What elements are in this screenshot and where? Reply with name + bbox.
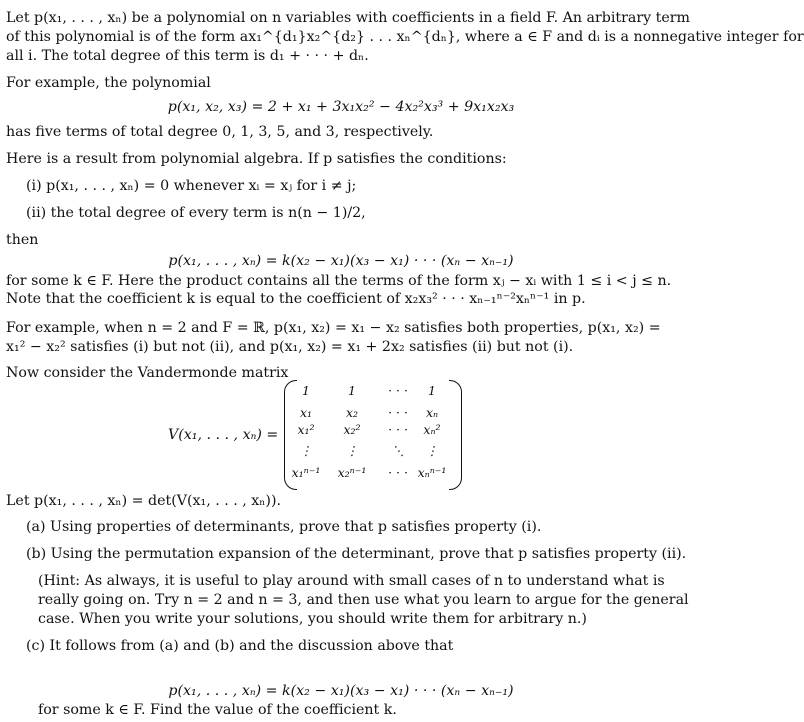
matrix-cell: x₂ [345,405,359,420]
condition-ii: (ii) the total degree of every term is n(n − 1)/2, [26,205,366,221]
part-b: (b) Using the permutation expansion of the determinant, prove that p satisfies property (ii). [26,546,687,562]
matrix-cell: 1 [348,383,356,398]
right-paren [449,380,462,490]
matrix-cell: · · · [388,383,408,398]
for-some-line-2: Note that the coefficient k is equal to the coefficient of x₂x₃² · · · xₙ₋₁ⁿ⁻²xₙⁿ⁻¹ in p. [6,291,586,307]
final-tail: for some k ∈ F. Find the value of the coefficient k. [38,702,397,718]
matrix-cell: ⋮ [299,443,313,458]
matrix-cell: x₂ⁿ⁻¹ [337,465,367,480]
matrix-cell: xₙ² [423,422,441,437]
hint-line-2: really going on. Try n = 2 and n = 3, and then use what you learn to argue for the general [38,592,689,608]
for-some-line-1: for some k ∈ F. Here the product contains all the terms of the form xⱼ − xᵢ with 1 ≤ i < j ≤ n. [6,273,672,289]
part-a: (a) Using properties of determinants, prove that p satisfies property (i). [26,519,542,535]
hint-line-1: (Hint: As always, it is useful to play around with small cases of n to understand what is [38,573,665,589]
matrix-cell: · · · [388,405,408,420]
matrix-cell: x₁ [299,405,313,420]
matrix-cell: x₁² [297,422,315,437]
matrix-cell: ⋮ [345,443,359,458]
vandermonde-matrix [284,380,462,488]
matrix-cell: x₁ⁿ⁻¹ [291,465,321,480]
then-word: then [6,232,39,248]
condition-i: (i) p(x₁, . . . , xₙ) = 0 whenever xᵢ = xⱼ for i ≠ j; [26,178,357,194]
matrix-cell: 1 [302,383,310,398]
example2-line-1: For example, when n = 2 and F = ℝ, p(x₁, x₂) = x₁ − x₂ satisfies both properties, p(x₁, x₂) = [6,320,661,336]
matrix-cell: 1 [428,383,436,398]
matrix-cell: ⋱ [391,443,405,458]
example2-line-2: x₁² − x₂² satisfies (i) but not (ii), and p(x₁, x₂) = x₁ + 2x₂ satisfies (ii) but not (i). [6,339,574,355]
product-formula: p(x₁, . . . , xₙ) = k(x₂ − x₁)(x₃ − x₁) · · · (xₙ − xₙ₋₁) [168,253,514,269]
example-intro: For example, the polynomial [6,75,211,91]
matrix-cell: x₂² [343,422,361,437]
example-after: has five terms of total degree 0, 1, 3, 5, and 3, respectively. [6,124,434,140]
matrix-cell: xₙ [425,405,439,420]
vandermonde-intro: Now consider the Vandermonde matrix [6,365,289,381]
hint-line-3: case. When you write your solutions, you should write them for arbitrary n.) [38,611,587,627]
intro-line-1: Let p(x₁, . . . , xₙ) be a polynomial on n variables with coefficients in a field F. An arbitrary term [6,10,690,26]
example-polynomial: p(x₁, x₂, x₃) = 2 + x₁ + 3x₁x₂² − 4x₂²x₃³ + 9x₁x₂x₃ [167,99,515,115]
result-intro: Here is a result from polynomial algebra. If p satisfies the conditions: [6,151,507,167]
part-c: (c) It follows from (a) and (b) and the discussion above that [26,638,454,654]
intro-line-2: of this polynomial is of the form ax₁^{d₁}x₂^{d₂} . . . xₙ^{dₙ}, where a ∈ F and dᵢ is a nonnegative integer for [6,29,804,45]
matrix-cell: · · · [388,422,408,437]
matrix-cell: · · · [388,465,408,480]
matrix-cell: ⋮ [425,443,439,458]
vandermonde-lhs: V(x₁, . . . , xₙ) = [168,427,279,443]
matrix-cell: xₙⁿ⁻¹ [417,465,447,480]
intro-line-3: all i. The total degree of this term is d₁ + · · · + dₙ. [6,48,369,64]
final-formula: p(x₁, . . . , xₙ) = k(x₂ − x₁)(x₃ − x₁) · · · (xₙ − xₙ₋₁) [168,683,514,699]
let-p-definition: Let p(x₁, . . . , xₙ) = det(V(x₁, . . . , xₙ)). [6,493,282,509]
